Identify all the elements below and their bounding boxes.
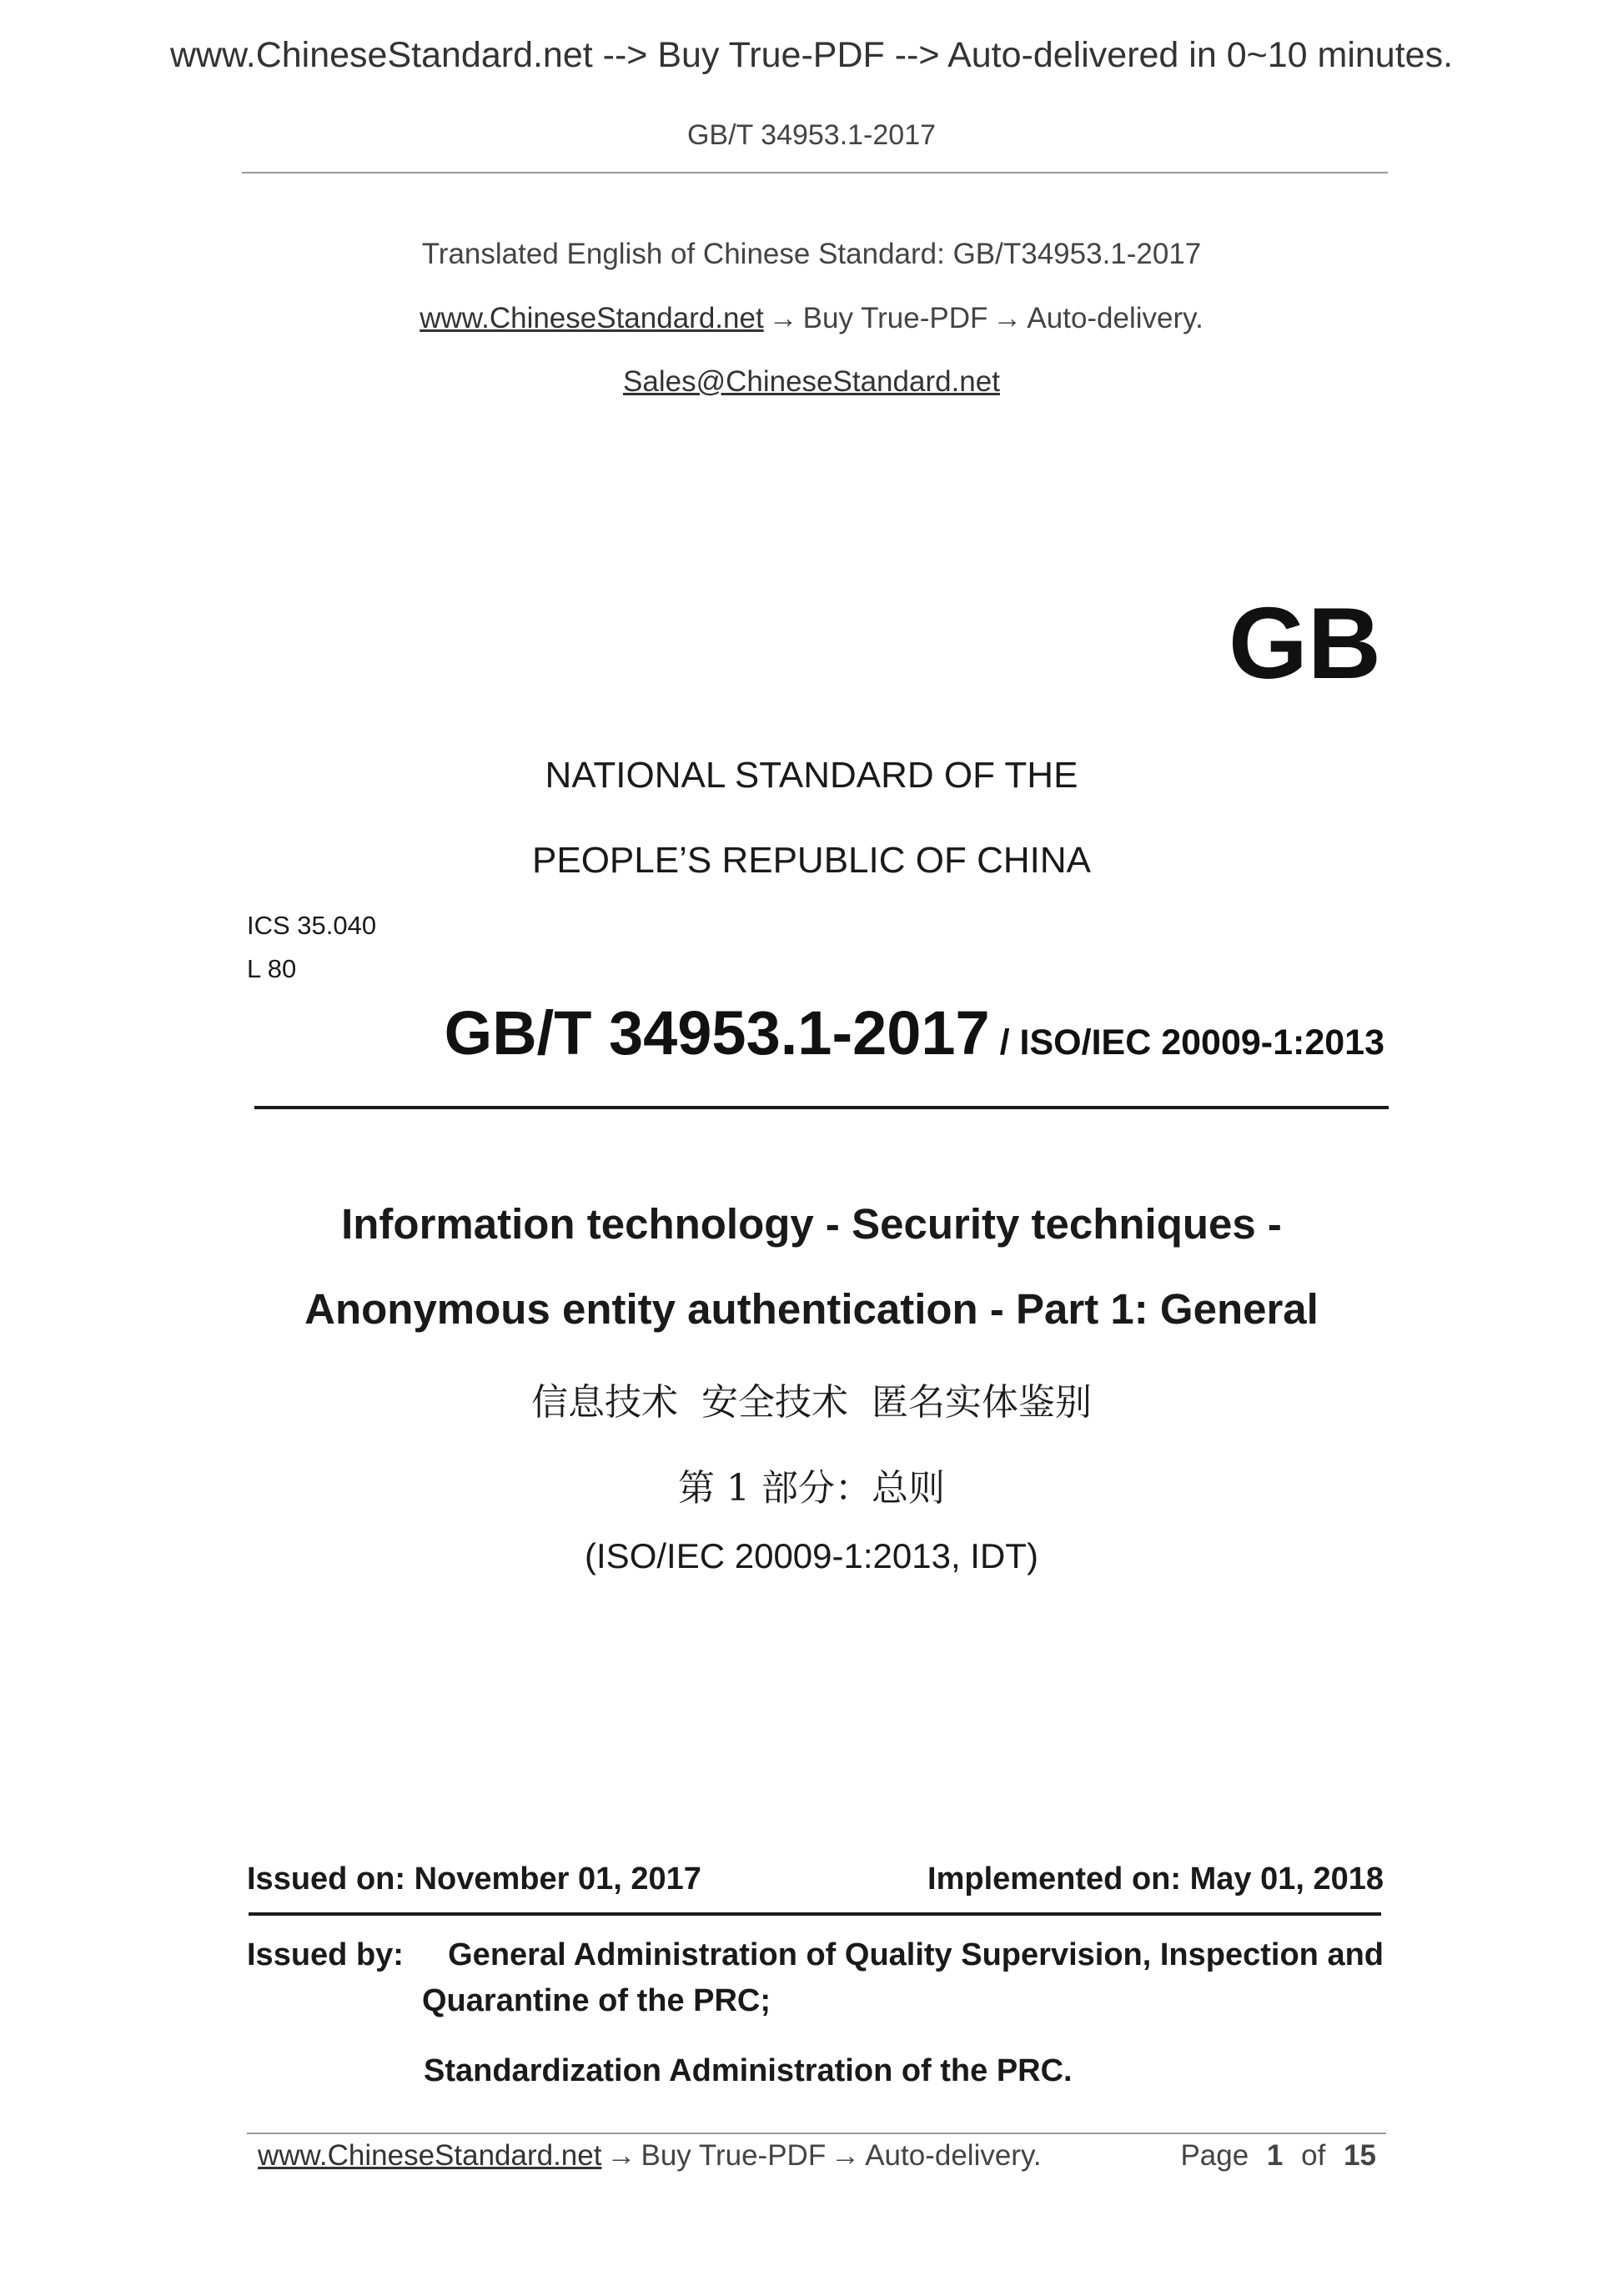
page-label: Page bbox=[1180, 2139, 1249, 2172]
footer-links bbox=[258, 2139, 1042, 2173]
translated-line: Translated English of Chinese Standard: GB/T34953.1-2017 bbox=[421, 238, 1202, 270]
running-header: GB/T 34953.1-2017 bbox=[686, 119, 937, 151]
standard-number-equivalent: / ISO/IEC 20009-1:2013 bbox=[989, 1022, 1384, 1063]
intro-links bbox=[0, 302, 1623, 335]
standard-number-main: GB/T 34953.1-2017 bbox=[444, 998, 990, 1068]
arrow-right-icon: → bbox=[992, 302, 1023, 334]
banner-sep-2: --> bbox=[884, 35, 948, 75]
page-total: 15 bbox=[1344, 2139, 1376, 2172]
national-standard-line-2: PEOPLE’S REPUBLIC OF CHINA bbox=[532, 840, 1091, 881]
top-banner bbox=[0, 35, 1623, 76]
footer-auto-delivery: Auto-delivery. bbox=[865, 2139, 1042, 2172]
issuer-org-1-line-1: General Administration of Quality Supervision, Inspection and bbox=[448, 1937, 1384, 1972]
of-label: of bbox=[1301, 2139, 1326, 2172]
ics-code: ICS 35.040 bbox=[247, 911, 377, 940]
title-zh-line-1: 信息技术 安全技术 匿名实体鉴别 bbox=[531, 1381, 1092, 1424]
banner-site: www.ChineseStandard.net bbox=[169, 35, 593, 75]
banner-delivery: Auto-delivered in 0~10 minutes. bbox=[947, 35, 1454, 75]
page-indicator bbox=[1180, 2139, 1376, 2173]
issued-by-label: Issued by: bbox=[247, 1937, 413, 1972]
dates-rule bbox=[249, 1912, 1381, 1916]
standard-number bbox=[445, 997, 1384, 1068]
footer-rule bbox=[247, 2133, 1386, 2134]
intro-site-link[interactable]: www.ChineseStandard.net bbox=[420, 302, 764, 334]
banner-sep-1: --> bbox=[592, 35, 658, 75]
issuer-org-2: Standardization Administration of the PRC. bbox=[424, 2053, 1073, 2088]
banner-buy: Buy True-PDF bbox=[657, 35, 885, 75]
title-en-line-1: Information technology - Security techniques - bbox=[341, 1200, 1282, 1248]
standard-number-rule bbox=[254, 1106, 1389, 1109]
ccs-code: L 80 bbox=[247, 954, 297, 983]
implemented-date: Implemented on: May 01, 2018 bbox=[927, 1861, 1384, 1897]
arrow-right-icon: → bbox=[768, 302, 798, 334]
adoption-note: (ISO/IEC 20009-1:2013, IDT) bbox=[585, 1536, 1038, 1575]
issuer-org-1-line-2: Quarantine of the PRC; bbox=[422, 1983, 771, 2018]
footer-buy: Buy True-PDF bbox=[641, 2139, 827, 2172]
title-zh-line-2: 第 1 部分：总则 bbox=[678, 1467, 945, 1510]
intro-auto-delivery: Auto-delivery. bbox=[1027, 302, 1203, 334]
arrow-right-icon: → bbox=[831, 2139, 861, 2172]
intro-buy: Buy True-PDF bbox=[802, 302, 988, 334]
issued-date: Issued on: November 01, 2017 bbox=[247, 1861, 701, 1897]
gb-logo: GB bbox=[1229, 586, 1381, 700]
intro-email-row bbox=[0, 365, 1623, 399]
page-number: 1 bbox=[1266, 2139, 1284, 2172]
header-rule bbox=[242, 172, 1388, 173]
footer-site-link[interactable]: www.ChineseStandard.net bbox=[258, 2139, 602, 2172]
sales-email-link[interactable]: Sales@ChineseStandard.net bbox=[623, 365, 1000, 398]
arrow-right-icon: → bbox=[606, 2139, 636, 2172]
national-standard-line-1: NATIONAL STANDARD OF THE bbox=[545, 755, 1078, 796]
title-en-line-2: Anonymous entity authentication - Part 1: General bbox=[304, 1285, 1319, 1333]
